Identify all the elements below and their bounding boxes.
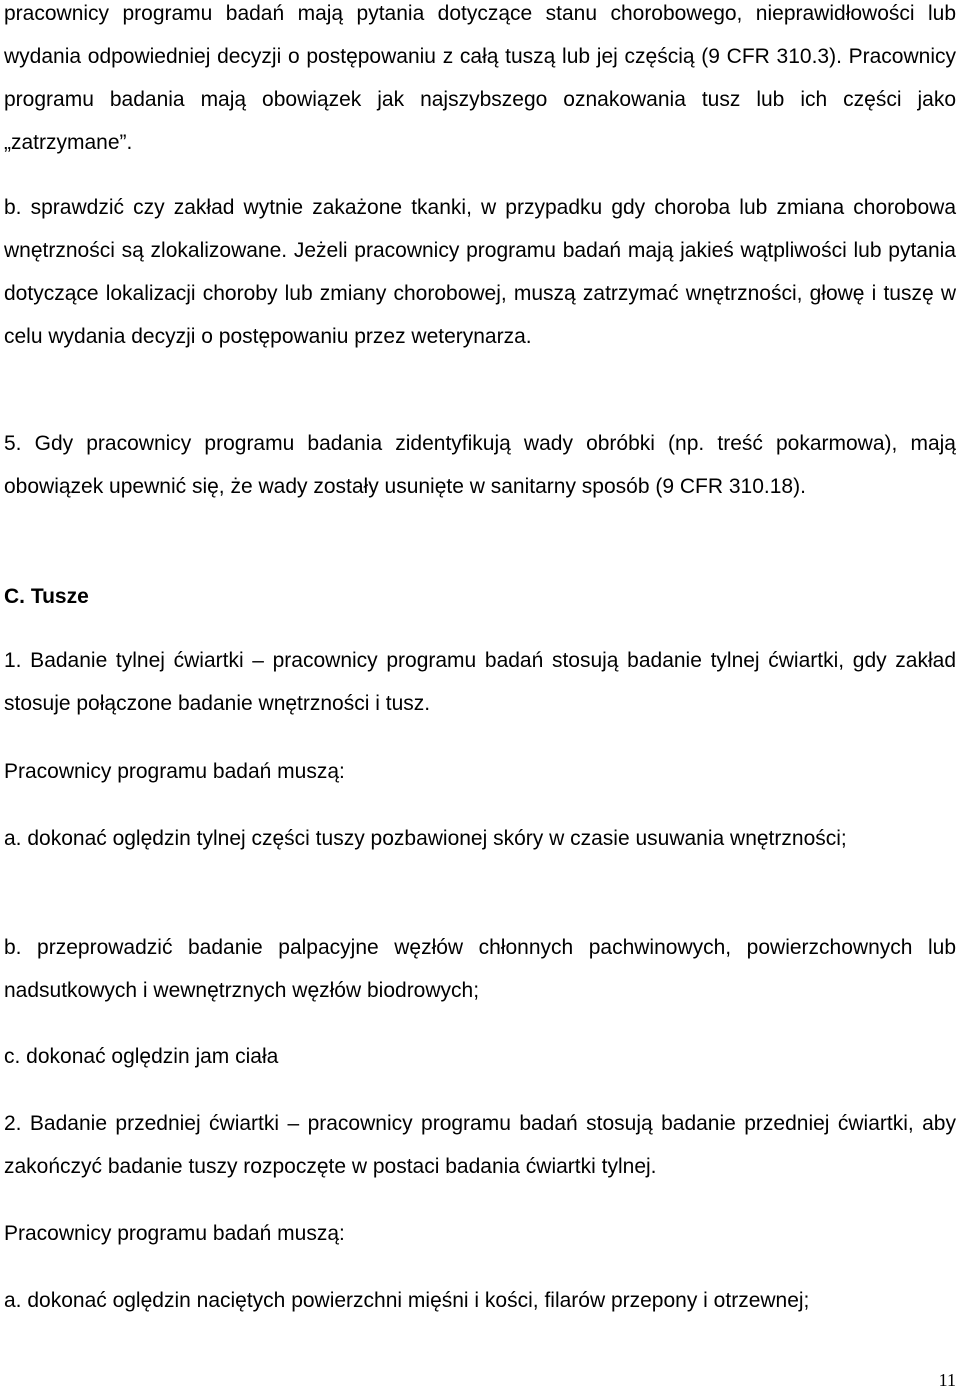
paragraph-item-a-1: a. dokonać oględzin tylnej części tuszy pozbawionej skóry w czasie usuwania wnętrzności; [4,827,847,850]
paragraph-item-5: 5. Gdy pracownicy programu badania zidentyfikują wady obróbki (np. treść pokarmowa), mają obowiązek upewnić się, że wady zostały usunięte w sanitarny sposób (9 CFR 310.18). [4,432,956,498]
page-number: 11 [938,1370,956,1390]
paragraph-continuation: pracownicy programu badań mają pytania dotyczące stanu chorobowego, nieprawidłowości lub wydania odpowiedniej decyzji o postępowaniu z całą tuszą lub jej częścią (9 CFR 310.3). Pracownicy programu badania mają obowiązek jak najszybszego oznakowania tusz lub ich części jako „zatrzymane”. [4,2,956,154]
paragraph-item-b: b. sprawdzić czy zakład wytnie zakażone tkanki, w przypadku gdy choroba lub zmiana chorobowa wnętrzności są zlokalizowane. Jeżeli pracownicy programu badań mają jakieś wątpliwości lub pytania dotyczące lokalizacji choroby lub zmiany chorobowej, muszą zatrzymać wnętrzności, głowę i tuszę w celu wydania decyzji o postępowaniu przez weterynarza. [4,196,956,348]
paragraph-item-b-2: b. przeprowadzić badanie palpacyjne węzłów chłonnych pachwinowych, powierzchownych lub nadsutkowych i wewnętrznych węzłów biodrowych; [4,936,956,1002]
section-heading: C. Tusze [4,585,89,608]
paragraph-obligations-1: Pracownicy programu badań muszą: [4,760,345,783]
paragraph-item-a-2: a. dokonać oględzin naciętych powierzchni mięśni i kości, filarów przepony i otrzewnej; [4,1289,810,1312]
paragraph-item-c: c. dokonać oględzin jam ciała [4,1045,279,1068]
paragraph-item-1: 1. Badanie tylnej ćwiartki – pracownicy programu badań stosują badanie tylnej ćwiartki, gdy zakład stosuje połączone badanie wnętrzności i tusz. [4,649,956,715]
paragraph-item-2: 2. Badanie przedniej ćwiartki – pracownicy programu badań stosują badanie przedniej ćwiartki, aby zakończyć badanie tuszy rozpoczęte w postaci badania ćwiartki tylnej. [4,1112,956,1178]
paragraph-obligations-2: Pracownicy programu badań muszą: [4,1222,345,1245]
